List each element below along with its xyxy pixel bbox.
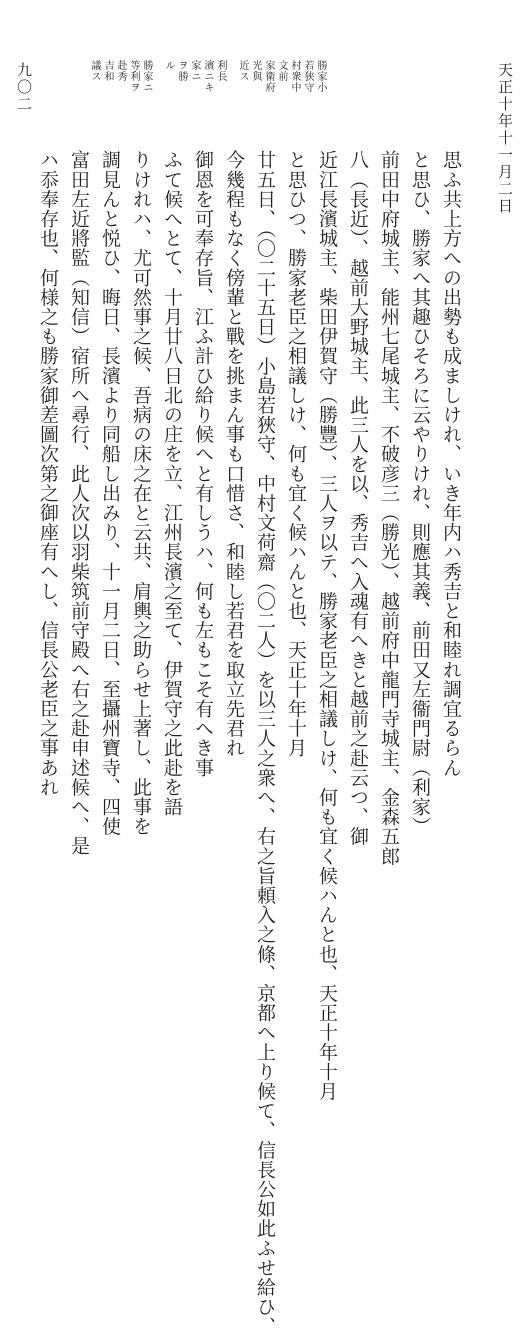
body-text xyxy=(37,150,466,1336)
body-line: 八（長近）、越前大野城主、此三人を以、秀吉へ入魂有へきと越前之赴云つ、御 xyxy=(347,150,369,847)
marginal-note-column: ヲ勝 xyxy=(176,60,187,82)
marginal-note-group xyxy=(162,60,226,132)
body-line: ふて候へとて、十月廿八日北の庄を立、江州長濱之至て、伊賀守之此赴を語 xyxy=(161,150,183,817)
marginal-notes xyxy=(46,60,326,132)
body-line: 調見んと悦ひ、晦日、長濱より同船し出みり、十一月二日、至攝州寶寺、四使 xyxy=(99,150,121,836)
marginal-note-column: 勝家小 xyxy=(315,60,326,93)
body-line: ハ忝奉存也、何様之も勝家御差圖次第之御座有へし、信長公老臣之事あれ xyxy=(37,150,59,797)
body-line: 御恩を可奉存旨、江ふ計ひ給り候へと有しうハ、何も左もこそ有へき事 xyxy=(192,150,214,778)
body-line: 富田左近將監（知信）宿所へ尋行、此人次以羽柴筑前守殿へ右之赴申述候へ、是 xyxy=(68,150,90,856)
body-line: 前田中府城主、能州七尾城主、不破彦三（勝光）、越前府中龍門寺城主、金森五郎 xyxy=(378,150,400,866)
marginal-note-column: 村衆中 xyxy=(289,60,300,93)
header-date: 天正十年十一月二日 xyxy=(496,62,514,215)
marginal-note-column: 近ス xyxy=(237,60,248,82)
body-line: と思ひ、勝家へ其趣ひそろに云やりけれ、則應其義、前田又左衞門尉（利家） xyxy=(409,150,431,836)
marginal-note-column: ル xyxy=(163,60,174,71)
body-line: 近江長濱城主、柴田伊賀守（勝豐）、三人ヲ以テ、勝家老臣之相議しけ、何も宜く候ハんと也、天正十年十月 xyxy=(316,150,338,1101)
marginal-note-column: 濱ニキ xyxy=(202,60,213,93)
body-line: 今幾程もなく傍輩と戰を挑まん事も口惜さ、和睦し若君を取立先君れ xyxy=(223,150,245,758)
marginal-note-column: 等利ヲ xyxy=(128,60,139,93)
marginal-note-column: 文前 xyxy=(276,60,287,82)
body-line: と思ひつ、勝家老臣之相議しけ、何も宜く候ハんと也、天正十年十月 xyxy=(285,150,307,758)
marginal-note-group xyxy=(88,60,152,132)
marginal-note-column: 議ス xyxy=(89,60,100,82)
marginal-note-column: 赴秀 xyxy=(115,60,126,82)
marginal-note-column: 家衛府 xyxy=(263,60,274,93)
body-line: りけれハ、尤可然事之候、吾病の床之在と云共、肩輿之助らせ上著し、此事を xyxy=(130,150,152,836)
marginal-note-column: 吉和 xyxy=(102,60,113,82)
body-line: 思ふ共上方への出勢も成ましけれ、いき年内ハ秀吉と和睦れ調宜るらん xyxy=(440,150,462,778)
marginal-note-column: 利長 xyxy=(215,60,226,82)
marginal-note-column: 家ニ xyxy=(189,60,200,82)
marginal-note-column: 若狭守 xyxy=(302,60,313,93)
body-line: 廿五日、（〇二十五日）小島若狹守、中村文荷齋（〇二人）を以三人之衆へ、右之旨頼入之條、京都へ上り候て、信長公如此ふせ給ひ、 xyxy=(254,150,276,1336)
marginal-note-column: 勝家ニ xyxy=(141,60,152,93)
marginal-note-column: 光與 xyxy=(250,60,261,82)
marginal-note-group xyxy=(236,60,326,132)
page-number: 九〇二 xyxy=(15,62,33,113)
